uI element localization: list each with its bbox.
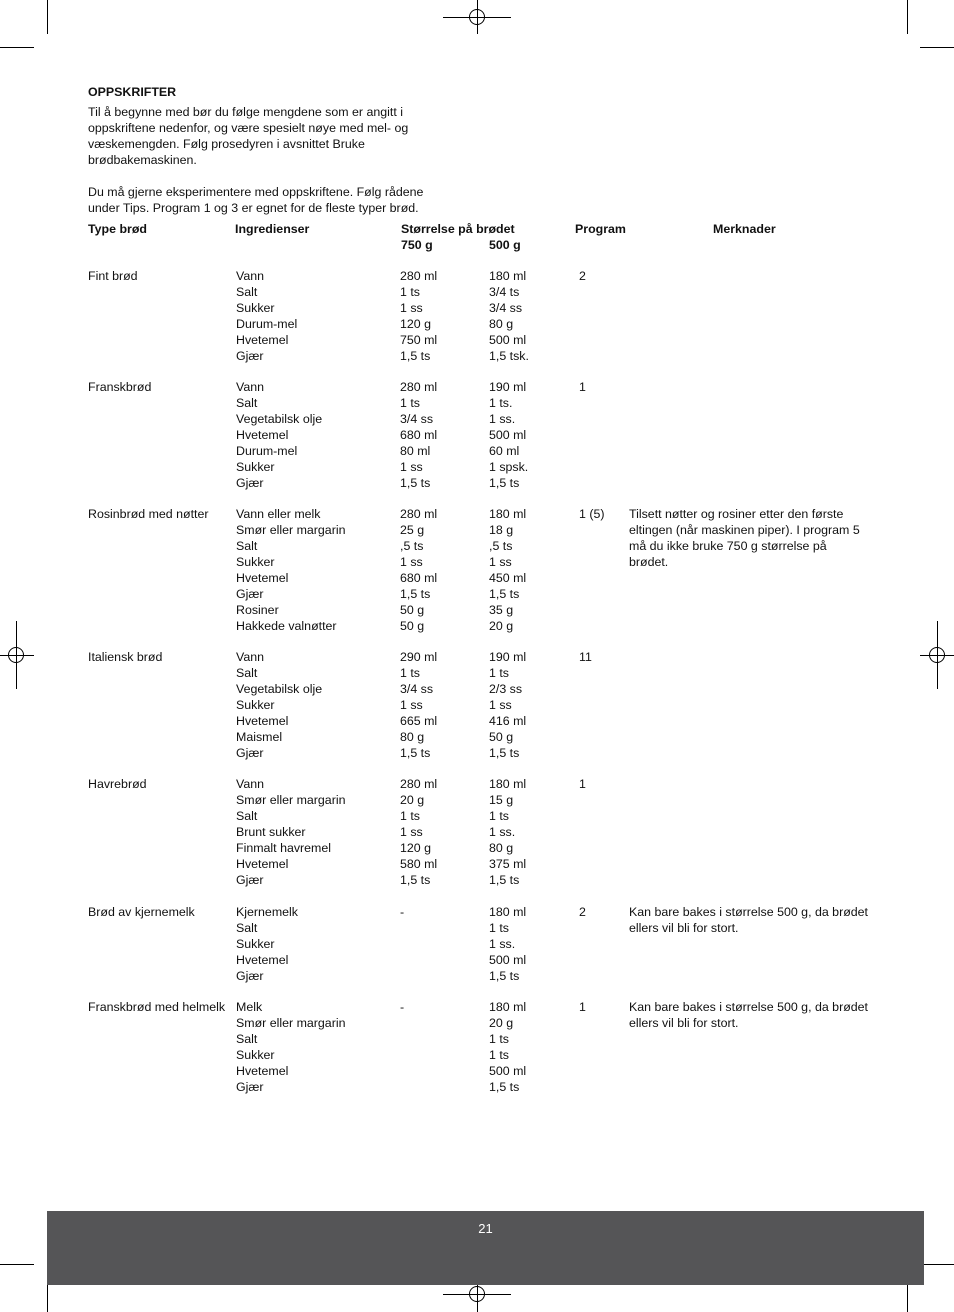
ingredient-amount-500: 1 ss xyxy=(489,697,512,712)
ingredient-name: Finmalt havremel xyxy=(236,840,332,855)
ingredient-amount-750: 120 g xyxy=(400,316,432,331)
ingredient-amount-750: 80 ml xyxy=(400,443,431,458)
ingredient-name: Salt xyxy=(236,1031,258,1046)
crop-mark xyxy=(907,0,908,34)
recipe-type: Franskbrød xyxy=(88,380,152,394)
ingredient-amount-500: 1,5 ts xyxy=(489,745,520,760)
ingredient-amount-500: 80 g xyxy=(489,840,514,855)
ingredient-amount-750: 680 ml xyxy=(400,570,438,585)
intro-text xyxy=(88,104,448,232)
ingredient-amount-500: 450 ml xyxy=(489,570,527,585)
ingredient-amount-500: 1 spsk. xyxy=(489,459,529,474)
ingredient-name: Gjær xyxy=(236,1079,264,1094)
ingredient-name: Sukker xyxy=(236,300,275,315)
ingredient-name: Vann xyxy=(236,380,265,394)
header-program: Program xyxy=(575,222,626,236)
ingredient-amount-500: 20 g xyxy=(489,1015,514,1030)
ingredient-amount-500: 35 g xyxy=(489,602,514,617)
ingredient-amount-750: - xyxy=(400,1000,405,1014)
ingredient-amount-750: 1 ss xyxy=(400,300,423,315)
ingredient-amount-500: 1 ts xyxy=(489,1047,509,1062)
ingredient-amount-750: 580 ml xyxy=(400,856,438,871)
ingredient-amount-500: 180 ml xyxy=(489,905,527,919)
header-ingredients: Ingredienser xyxy=(235,222,310,236)
crop-mark xyxy=(920,1264,954,1265)
ingredient-name: Gjær xyxy=(236,475,264,490)
ingredient-amount-750: 3/4 ss xyxy=(400,681,434,696)
ingredient-name: Brunt sukker xyxy=(236,824,306,839)
ingredient-name: Smør eller margarin xyxy=(236,792,346,807)
header-notes: Merknader xyxy=(713,222,776,236)
ingredient-amount-500: 1 ts. xyxy=(489,395,513,410)
ingredient-amount-750: 1,5 ts xyxy=(400,348,431,363)
ingredient-name: Hvetemel xyxy=(236,570,289,585)
ingredient-name: Hvetemel xyxy=(236,427,289,442)
ingredient-name: Durum-mel xyxy=(236,443,298,458)
ingredient-amount-750: 750 ml xyxy=(400,332,438,347)
ingredient-amount-750: 50 g xyxy=(400,618,425,633)
ingredient-amount-500: 1 ss xyxy=(489,554,512,569)
recipe-type: Rosinbrød med nøtter xyxy=(88,507,209,521)
ingredient-amount-500: 50 g xyxy=(489,729,514,744)
ingredient-name: Sukker xyxy=(236,459,275,474)
ingredient-amount-500: 2/3 ss xyxy=(489,681,523,696)
ingredient-amount-750: 120 g xyxy=(400,840,432,855)
ingredient-amount-750: 1,5 ts xyxy=(400,586,431,601)
ingredient-name: Hvetemel xyxy=(236,713,289,728)
ingredient-name: Salt xyxy=(236,665,258,680)
ingredient-amount-500: 180 ml xyxy=(489,507,527,521)
ingredient-amount-500: 500 ml xyxy=(489,332,527,347)
recipe-program: 11 xyxy=(579,650,592,664)
ingredient-amount-750: 50 g xyxy=(400,602,425,617)
ingredient-amount-750: 280 ml xyxy=(400,269,438,283)
ingredient-amount-500: 180 ml xyxy=(489,269,527,283)
page-title: OPPSKRIFTER xyxy=(88,85,177,99)
ingredient-amount-500: 1 ss. xyxy=(489,411,516,426)
ingredient-amount-750: 1 ss xyxy=(400,697,423,712)
ingredient-amount-500: 1,5 ts xyxy=(489,586,520,601)
ingredient-amount-750: 1 ss xyxy=(400,459,423,474)
ingredient-amount-750: 3/4 ss xyxy=(400,411,434,426)
ingredient-amount-750: 1,5 ts xyxy=(400,872,431,887)
ingredient-amount-750: ,5 ts xyxy=(400,538,424,553)
ingredient-amount-500: 500 ml xyxy=(489,952,527,967)
recipe-program: 2 xyxy=(579,905,586,919)
recipe-notes: Kan bare bakes i størrelse 500 g, da brødet ellers vil bli for stort. xyxy=(629,905,868,935)
header-size: Størrelse på brødet xyxy=(401,222,515,236)
ingredient-amount-750: 680 ml xyxy=(400,427,438,442)
ingredient-amount-500: 500 ml xyxy=(489,1063,527,1078)
ingredient-amount-500: 375 ml xyxy=(489,856,527,871)
ingredient-name: Sukker xyxy=(236,554,275,569)
ingredient-amount-750: 80 g xyxy=(400,729,425,744)
ingredient-amount-750: 280 ml xyxy=(400,777,438,791)
recipe-type: Havrebrød xyxy=(88,777,147,791)
ingredient-name: Salt xyxy=(236,538,258,553)
recipe-type: Brød av kjernemelk xyxy=(88,905,195,919)
ingredient-name: Gjær xyxy=(236,348,264,363)
ingredient-name: Salt xyxy=(236,808,258,823)
ingredient-amount-500: 1,5 ts xyxy=(489,475,520,490)
ingredient-name: Vann xyxy=(236,269,265,283)
ingredient-amount-750: 1 ss xyxy=(400,554,423,569)
recipe-program: 1 xyxy=(579,1000,586,1014)
ingredient-amount-750: 1 ts xyxy=(400,665,420,680)
ingredient-name: Vann xyxy=(236,777,265,791)
recipe-notes: Tilsett nøtter og rosiner etter den første eltingen (når maskinen piper). I program 5 må du ikke bruke 750 g størrelse på brødet. xyxy=(629,507,860,569)
ingredient-name: Rosiner xyxy=(236,602,279,617)
ingredient-name: Hvetemel xyxy=(236,1063,289,1078)
ingredient-amount-750: 25 g xyxy=(400,522,425,537)
ingredient-amount-750: 1,5 ts xyxy=(400,745,431,760)
ingredient-name: Sukker xyxy=(236,697,275,712)
header-size-500: 500 g xyxy=(489,238,521,252)
intro-paragraph: Til å begynne med bør du følge mengdene som er angitt i oppskriftene nedenfor, og være spesielt nøye med mel- og væskemengden. Følg prosedyren i avsnittet Bruke brødbakemaskinen. xyxy=(88,105,409,167)
ingredient-amount-750: 280 ml xyxy=(400,380,438,394)
ingredient-amount-500: 1 ss. xyxy=(489,936,516,951)
ingredient-name: Vegetabilsk olje xyxy=(236,411,323,426)
ingredient-name: Vegetabilsk olje xyxy=(236,681,323,696)
page-footer xyxy=(47,1211,924,1285)
ingredient-name: Smør eller margarin xyxy=(236,1015,346,1030)
ingredient-amount-500: ,5 ts xyxy=(489,538,513,553)
crop-mark xyxy=(0,47,34,48)
recipe-program: 1 xyxy=(579,380,586,394)
recipe-type: Franskbrød med helmelk xyxy=(88,1000,226,1014)
recipe-program: 1 xyxy=(579,777,586,791)
ingredient-amount-500: 1,5 tsk. xyxy=(489,348,529,363)
ingredient-name: Maismel xyxy=(236,729,283,744)
ingredient-amount-500: 180 ml xyxy=(489,777,527,791)
ingredient-name: Salt xyxy=(236,395,258,410)
ingredient-amount-500: 15 g xyxy=(489,792,514,807)
ingredient-amount-500: 1 ts xyxy=(489,1031,509,1046)
ingredient-name: Hakkede valnøtter xyxy=(236,618,337,633)
ingredient-name: Durum-mel xyxy=(236,316,298,331)
ingredient-name: Gjær xyxy=(236,872,264,887)
ingredient-name: Hvetemel xyxy=(236,856,289,871)
ingredient-amount-500: 60 ml xyxy=(489,443,520,458)
ingredient-amount-750: 1 ss xyxy=(400,824,423,839)
header-size-750: 750 g xyxy=(401,238,433,252)
ingredient-name: Gjær xyxy=(236,968,264,983)
ingredient-name: Salt xyxy=(236,920,258,935)
intro-paragraph: Du må gjerne eksperimentere med oppskriftene. Følg rådene under Tips. Program 1 og 3 er egnet for de fleste typer brød. xyxy=(88,185,424,215)
ingredient-amount-500: 1 ss. xyxy=(489,824,516,839)
ingredient-amount-500: 1,5 ts xyxy=(489,872,520,887)
ingredient-name: Vann eller melk xyxy=(236,507,321,521)
ingredient-amount-500: 190 ml xyxy=(489,380,527,394)
recipe-program: 1 (5) xyxy=(579,507,605,521)
ingredient-name: Kjernemelk xyxy=(236,905,298,919)
ingredient-amount-750: 1 ts xyxy=(400,395,420,410)
ingredient-amount-750: 280 ml xyxy=(400,507,438,521)
ingredient-name: Hvetemel xyxy=(236,332,289,347)
ingredient-name: Smør eller margarin xyxy=(236,522,346,537)
ingredient-amount-500: 416 ml xyxy=(489,713,527,728)
recipe-type: Fint brød xyxy=(88,269,138,283)
ingredient-name: Sukker xyxy=(236,1047,275,1062)
ingredient-amount-500: 1,5 ts xyxy=(489,968,520,983)
ingredient-amount-750: 290 ml xyxy=(400,650,438,664)
page-number: 21 xyxy=(478,1221,493,1236)
ingredient-amount-500: 1 ts xyxy=(489,920,509,935)
ingredient-name: Gjær xyxy=(236,586,264,601)
header-type: Type brød xyxy=(88,222,147,236)
ingredient-name: Vann xyxy=(236,650,265,664)
ingredient-name: Salt xyxy=(236,284,258,299)
ingredient-name: Melk xyxy=(236,1000,263,1014)
recipe-program: 2 xyxy=(579,269,586,283)
ingredient-amount-500: 500 ml xyxy=(489,427,527,442)
ingredient-name: Hvetemel xyxy=(236,952,289,967)
crop-mark xyxy=(920,47,954,48)
ingredient-amount-500: 3/4 ts xyxy=(489,284,520,299)
ingredient-amount-500: 1 ts xyxy=(489,665,509,680)
ingredient-amount-750: 20 g xyxy=(400,792,425,807)
ingredient-amount-750: 665 ml xyxy=(400,713,438,728)
ingredient-amount-500: 80 g xyxy=(489,316,514,331)
ingredient-amount-500: 1 ts xyxy=(489,808,509,823)
ingredient-amount-500: 1,5 ts xyxy=(489,1079,520,1094)
recipe-type: Italiensk brød xyxy=(88,650,163,664)
recipe-notes: Kan bare bakes i størrelse 500 g, da brødet ellers vil bli for stort. xyxy=(629,1000,868,1030)
ingredient-amount-500: 180 ml xyxy=(489,1000,527,1014)
ingredient-amount-500: 3/4 ss xyxy=(489,300,523,315)
crop-mark xyxy=(0,1264,34,1265)
ingredient-amount-750: 1 ts xyxy=(400,808,420,823)
ingredient-name: Gjær xyxy=(236,745,264,760)
crop-mark xyxy=(47,0,48,34)
ingredient-amount-750: 1,5 ts xyxy=(400,475,431,490)
ingredient-amount-750: 1 ts xyxy=(400,284,420,299)
ingredient-amount-500: 20 g xyxy=(489,618,514,633)
ingredient-amount-500: 18 g xyxy=(489,522,514,537)
ingredient-amount-750: - xyxy=(400,905,405,919)
ingredient-name: Sukker xyxy=(236,936,275,951)
ingredient-amount-500: 190 ml xyxy=(489,650,527,664)
